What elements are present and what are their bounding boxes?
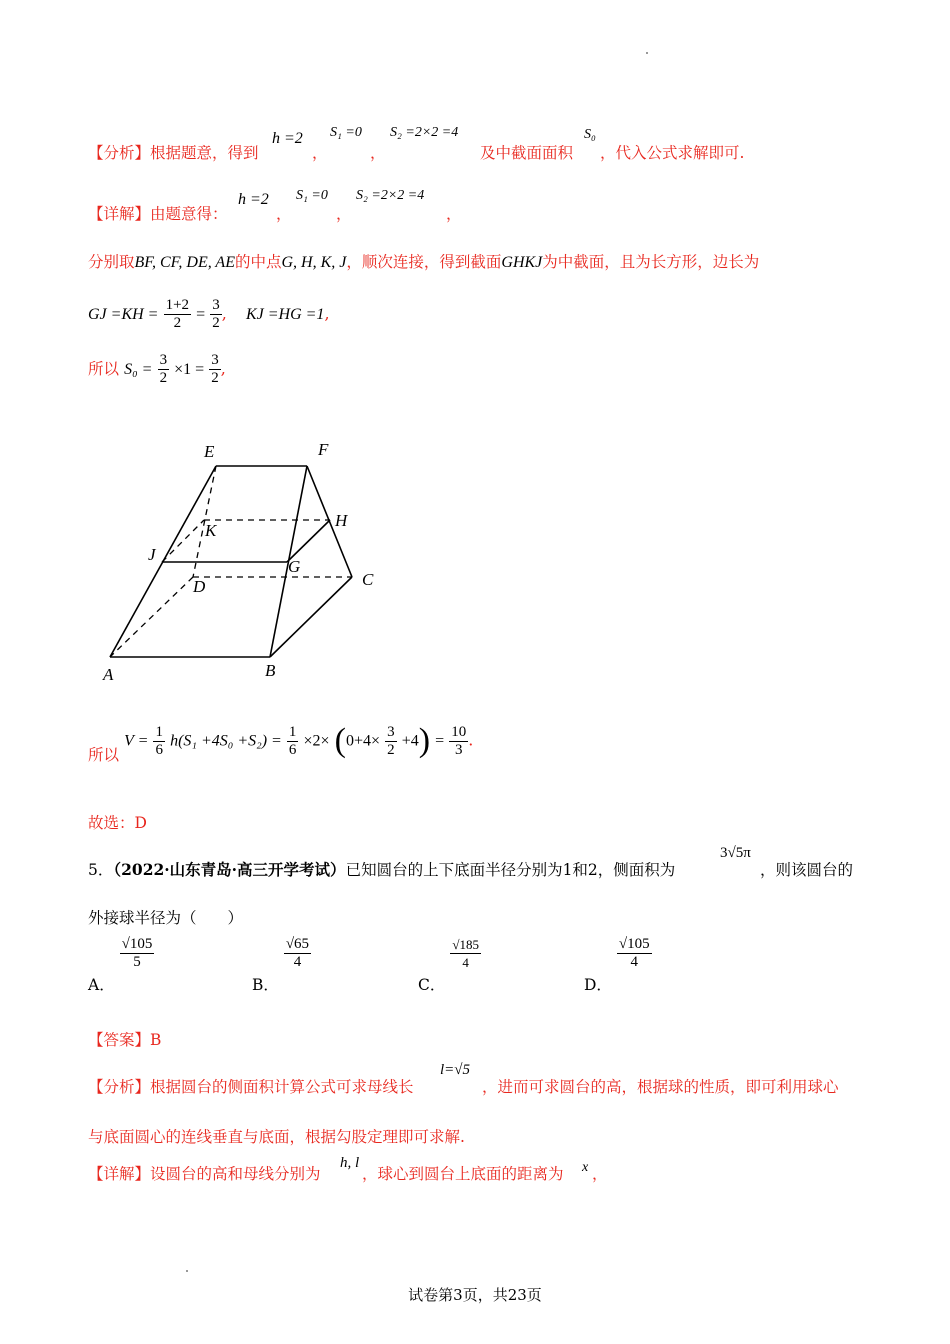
math-s0: S₀ [584,127,596,142]
analysis-5-line-1: 【分析】根据圆台的侧面积计算公式可求母线长 [88,1078,414,1096]
fraction: $\frac{1}{6}$ [155,723,163,758]
analysis-text: ，进而可求圆台的高，根据球的性质，即可利用球心 [482,1078,839,1096]
option-a[interactable]: A． $\frac{√105}{5}$ [88,936,153,994]
option-value: $\frac{√185}{4}$ [452,937,479,970]
math-area: 3√5π [720,845,751,861]
edge-length-formula: GJ =KH = $\frac{1+2}{2}$ = $\frac{3}{2}$ , KJ =HG =1, [88,297,330,331]
math-h: h =2 [238,191,269,208]
analysis-text: ，代入公式求解即可. [600,144,745,162]
label-D: D [193,577,206,596]
question-5-line-2: 外接球半径为（ ） [88,909,244,927]
question-source: （2022·山东青岛·高三开学考试） [113,860,346,879]
math-s2: S₂ =2×2 =4 [390,125,459,140]
comma: ， [276,205,292,223]
page-footer: 试卷第3页，共23页 [408,1286,542,1304]
fraction: $\frac{3}{2}$ [212,297,220,331]
question-text: ，则该圆台的 [760,861,854,879]
detail-line-2: 分别取BF, CF, DE, AE的中点G, H, K, J，顺次连接，得到截面GHKJ为中截面，且为长方形，边长为 [88,253,760,271]
answer-value: B [150,1031,162,1049]
analysis-5-line-2: 与底面圆心的连线垂直与底面，根据勾股定理即可求解. [88,1128,465,1146]
detail-text: ，球心到圆台上底面的距离为 [362,1165,564,1183]
detail-5-line-1: 【详解】设圆台的高和母线分别为 [88,1165,321,1183]
label-H: H [335,511,348,530]
fraction: $\frac{3}{2}$ [211,352,219,386]
scan-dot [186,1270,188,1272]
math-l: l=√5 [440,1062,471,1078]
math-h: h =2 [272,130,303,147]
frustum-figure [95,430,395,690]
comma: ， [592,1165,608,1183]
comma: ， [312,144,328,162]
fraction: $\frac{1+2}{2}$ [165,297,190,331]
edge-CB [270,577,352,657]
option-b[interactable]: B． $\frac{√65}{4}$ [252,936,310,994]
analysis-line-1: 【分析】根据题意，得到 [88,144,259,162]
label-K: K [205,521,217,540]
math-s1: S₁ =0 [330,125,362,140]
choice-line: 故选：D [88,814,147,832]
fraction: $\frac{10}{3}$ [451,723,467,758]
label-E: E [204,442,215,461]
scan-dot [646,52,648,54]
edge-GH [287,520,330,562]
math-s1: S₁ =0 [296,188,328,203]
comma: ， [336,205,352,223]
fraction: $\frac{1}{6}$ [288,723,297,758]
fraction: $\frac{3}{2}$ [387,723,395,758]
question-5-line-1: 5．（2022·山东青岛·高三开学考试）已知圆台的上下底面半径分别为1和2，侧面积为 [88,860,676,879]
label-J: J [148,545,156,564]
detail-label: 【详解】 [88,205,151,223]
math-hl: h, l [340,1155,360,1171]
detail-line-1: 【详解】由题意得： [88,205,228,223]
volume-formula: 所以 V = $\frac{1}{6}$ h(S₁ +4S₀ +S₂) = $\frac{1}{6}$ ×2× (0+4× $\frac{3}{2}$ +4) = $\frac{10}{3}$ . [88,722,474,764]
fraction: $\frac{3}{2}$ [159,352,168,386]
comma: ， [446,205,462,223]
s0-formula: 所以 S₀ = $\frac{3}{2}$ ×1 = $\frac{3}{2}$ , [88,352,226,386]
option-d[interactable]: D． $\frac{√105}{4}$ [584,936,650,994]
option-c[interactable]: C． $\frac{√185}{4}$ [418,937,479,994]
edge-DA [110,577,193,657]
label-B: B [265,661,276,680]
analysis-text: 及中截面面积 [480,144,574,162]
analysis-label: 【分析】 [88,144,151,162]
answer-line: 【答案】B [88,1031,162,1049]
label-G: G [288,557,301,576]
question-number: 5． [88,861,114,879]
option-value: $\frac{√105}{4}$ [618,936,650,970]
option-value: $\frac{√65}{4}$ [285,936,310,970]
math-x: x [582,1160,589,1175]
math-s2: S₂ =2×2 =4 [356,188,425,203]
option-value: $\frac{√105}{5}$ [121,936,153,970]
label-C: C [362,570,374,589]
comma: ， [370,144,386,162]
label-F: F [318,440,329,459]
label-A: A [103,665,114,684]
